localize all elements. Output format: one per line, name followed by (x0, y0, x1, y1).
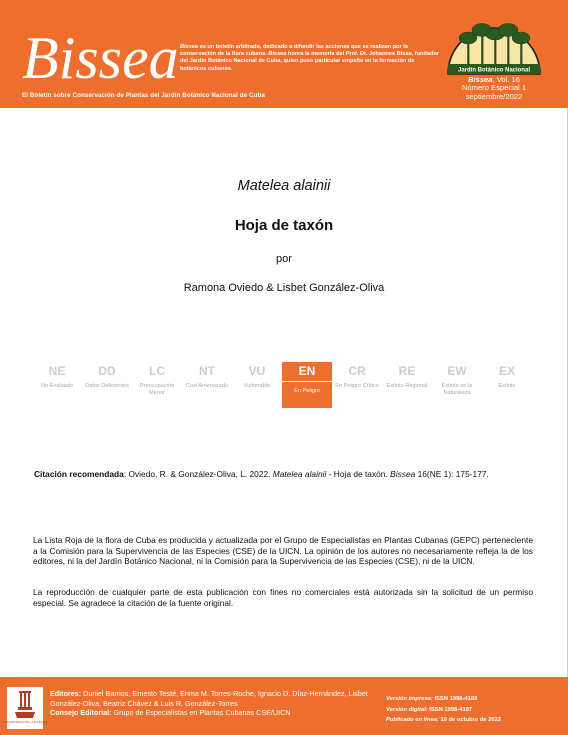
print-label: Versión impresa: (386, 696, 433, 702)
category-name: Vulnerable (243, 383, 271, 389)
species-title: Matelea alainii (237, 178, 331, 194)
blurb-mag-2: Bissea (268, 51, 287, 58)
board-label: Consejo Editorial: (50, 708, 112, 718)
digital-issn: ISSN 1998-4197 (427, 706, 473, 713)
issue-number: Número Especial 1 (461, 83, 527, 93)
category-code: EN (282, 362, 332, 382)
category-code: DD (98, 364, 116, 378)
blurb-text-1: es un boletín arbitrado, dedicado a difundir las acciones que se realizan por la conservación de la flora cubana. (180, 44, 408, 58)
issue-info (446, 76, 542, 101)
logo-text: Bissea (22, 25, 179, 91)
footer-banner (0, 677, 568, 735)
citation-text-1: : Oviedo, R. & González-Oliva, L. 2022. (123, 469, 273, 479)
category-code: VU (248, 364, 266, 378)
category-name: Extinto Regional (386, 383, 428, 389)
citation-label: Citación recomendada (34, 469, 124, 479)
redlist-category-en (282, 362, 332, 408)
issue-vol: , Vol. 16 (492, 75, 520, 84)
authors: Ramona Oviedo & Lisbet González-Oliva (183, 282, 385, 294)
category-name: Extinto en la Naturaleza (441, 383, 473, 396)
redlist-category-ex (482, 362, 532, 408)
editors-names: Duniel Barrios, Ernesto Testé, Enma M. Torres-Roche, Ignacio D. Díaz-Hernández, Lisbet González-Oliva, Beatriz Chávez & Luis R. González-Torres (50, 689, 368, 708)
category-name: No Evaluado (40, 383, 74, 389)
category-name: Extinto (498, 383, 516, 389)
citation-text-2: - Hoja de taxón. (326, 469, 391, 479)
jardin-botanico-logo (446, 18, 542, 78)
category-name: Preocupación Menor (139, 383, 175, 396)
online-date: 10 de octubre de 2022 (438, 717, 502, 724)
category-code: EX (498, 364, 515, 378)
redlist-category-ew (432, 362, 482, 408)
redlist-category-cr (332, 362, 382, 408)
publication-info (386, 694, 561, 726)
citation-species: Matelea alainii (272, 469, 327, 479)
issue-mag: Bissea (468, 75, 493, 84)
redlist-category-dd (82, 362, 132, 408)
reproduction-notice: La reproducción de cualquier parte de esta publicación con fines no comerciales está autorizada sin la solicitud de un permiso especial. Se agradece la citación de la fuente original. (33, 587, 533, 608)
board-text: Grupo de Especialistas en Plantas Cubanas CSE/UICN (111, 708, 291, 718)
category-name: En Peligro (294, 388, 320, 394)
blurb-text-2: honra la memoria del Prof. Dr. Johannes Bisse, fundador del Jardín Botánico Nacional de Cuba, quien puso particular empeño en la formación de botánicos cubanos. (180, 51, 439, 72)
header-banner (0, 0, 568, 108)
category-code: NT (199, 364, 215, 378)
category-name: Datos Deficientes (85, 383, 129, 389)
issue-date: septiembre/2022 (465, 91, 523, 101)
category-code: LC (149, 364, 165, 378)
category-name: En Peligro Crítico (335, 383, 379, 389)
redlist-category-vu (232, 362, 282, 408)
editors-block (50, 689, 372, 718)
sheet-title: Hoja de taxón (234, 217, 334, 234)
category-code: RE (398, 364, 416, 378)
header-tagline: El Boletín sobre Conservación de Plantas del Jardín Botánico Nacional de Cuba (22, 92, 265, 99)
category-code: NE (48, 364, 66, 378)
by-label: por (276, 253, 292, 265)
citation-journal: Bissea (390, 469, 416, 479)
redlist-category-lc (132, 362, 182, 408)
citation (34, 469, 534, 480)
university-logo (2, 687, 48, 729)
university-text: UNIVERSIDAD DE LA HABANA (2, 720, 48, 724)
header-blurb (180, 44, 442, 73)
category-name: Casi Amenazado (185, 383, 229, 389)
jbn-label: Jardín Botánico Nacional (457, 67, 531, 74)
blurb-mag: Bissea (180, 44, 199, 50)
redlist-scale (32, 362, 532, 408)
redlist-category-ne (32, 362, 82, 408)
redlist-category-nt (182, 362, 232, 408)
digital-label: Versión digital: (386, 706, 428, 713)
online-label: Publicado en línea: (386, 717, 439, 724)
citation-text-3: 16(NE 1): 175-177. (415, 469, 489, 479)
redlist-category-re (382, 362, 432, 408)
redlist-disclaimer: La Lista Roja de la flora de Cuba es producida y actualizada por el Grupo de Especialistas en Plantas Cubanas (GEPC) perteneciente a la Comisión para la Supervivencia de las Especies (CSE) de la UICN. La opinión de los autores no necesariamente refleja la de los editores, ni la del Jardín Botánico Nacional, ni la Comisión para la Supervivencia de las Especies (CSE), ni de la UICN. (33, 535, 533, 567)
print-issn: ISSN 1998-4189 (432, 696, 478, 702)
editors-label: Editores: (50, 689, 82, 698)
category-code: EW (447, 364, 467, 378)
category-code: CR (348, 364, 366, 378)
bissea-logo (20, 6, 179, 92)
